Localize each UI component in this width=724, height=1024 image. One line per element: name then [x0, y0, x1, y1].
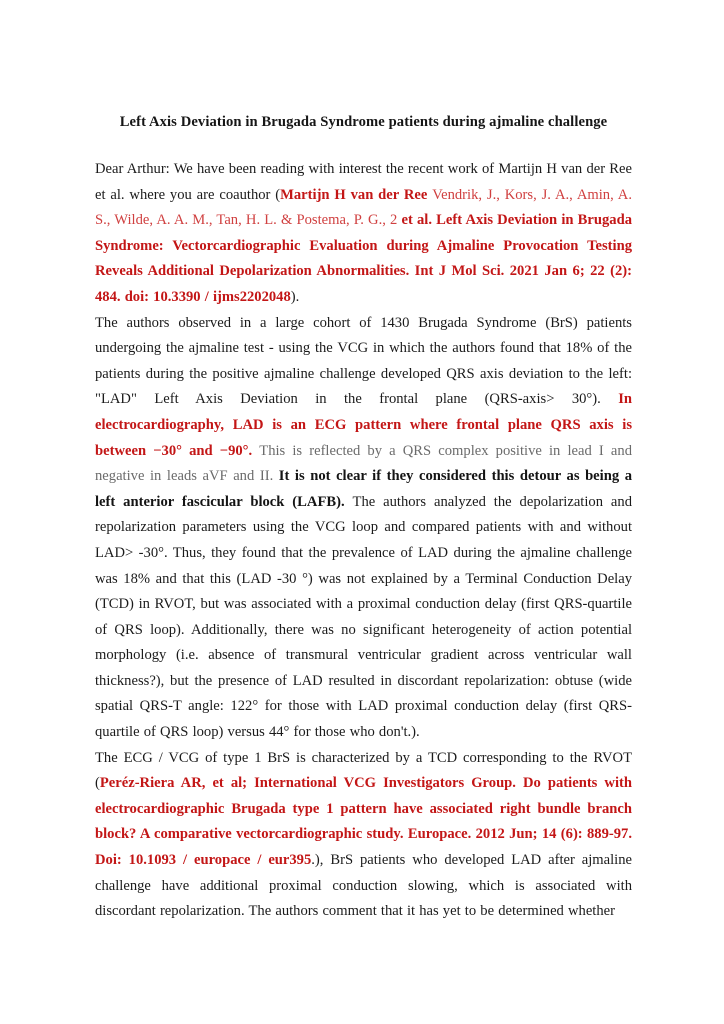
page-title: Left Axis Deviation in Brugada Syndrome patients during ajmaline challenge: [119, 114, 608, 130]
text-run-red-bold: Peréz-Riera AR, et al; International VCG Investigators Group. Do patients with electrocardiographic Brugada type 1 pattern have associated right bundle branch block? A comparative vectorcardiographic study. Europace. 2012 Jun; 14 (6): 889-97. Doi: 10.1093 / europace / eur395: [95, 775, 632, 869]
text-run-gray: This is reflected by a QRS complex positive in lead I and negative in leads aVF and II.: [95, 442, 633, 485]
text-run-normal: The ECG / VCG of type 1 BrS is characterized by a TCD corresponding to the RVOT (: [95, 749, 632, 792]
text-run-red-bold: et al. Left Axis Deviation in Brugada Syndrome: Vectorcardiographic Evaluation during Ajmaline Provocation Testing Reveals Additional Depolarization Abnormalities. Int J Mol Sci. 2021 Jan 6; 22 (2): 484. doi: 10.3390 / ijms2202048: [95, 212, 632, 305]
document-body: [95, 157, 632, 925]
text-run-normal: .), BrS patients who developed LAD after ajmaline challenge have additional proximal conduction slowing, which is associated with discordant repolarization. The authors comment that it has yet to be determined whether: [95, 852, 632, 920]
paragraph-1: [95, 157, 632, 311]
text-run-red-bold: Martijn H van der Ree: [280, 186, 433, 203]
text-run-normal: The authors analyzed the depolarization and repolarization parameters using the VCG loop and compared patients with and without LAD> -30°. Thus, they found that the prevalence of LAD during the ajmaline challenge was 18% and that this (LAD -30 °) was not explained by a Terminal Conduction Delay (TCD) in RVOT, but was associated with a proximal conduction delay (first QRS-quartile of QRS loop). Additionally, there was no significant heterogeneity of action potential morphology (i.e. absence of transmural ventricular gradient across ventricular wall thickness?), but the presence of LAD resulted in discordant repolarization: obtuse (wide spatial QRS-T angle: 122° for those with LAD proximal conduction delay (first QRS-quartile of QRS loop) versus 44° for those who don't.).: [95, 493, 633, 741]
paragraph-2: [95, 311, 632, 746]
document-content: [95, 112, 632, 925]
text-run-normal: The authors observed in a large cohort of 1430 Brugada Syndrome (BrS) patients undergoing the ajmaline test - using the VCG in which the authors found that 18% of the patients during the positive ajmaline challenge developed QRS axis deviation to the left: "LAD" Left Axis Deviation in the frontal plane (QRS-axis> 30°).: [95, 314, 632, 408]
text-run-red-bold: In electrocardiography, LAD is an ECG pattern where frontal plane QRS axis is between −30° and −90°.: [95, 391, 632, 459]
text-run-bold: It is not clear if they considered this detour as being a left anterior fascicular block (LAFB).: [95, 468, 633, 510]
paragraph-3: [95, 746, 632, 925]
text-run-normal: Dear Arthur: We have been reading with interest the recent work of Martijn H van der Ree et al. where you are coauthor (: [95, 161, 632, 203]
text-run-normal: ).: [290, 288, 300, 305]
text-run-red: Vendrik, J., Kors, J. A., Amin, A. S., Wilde, A. A. M., Tan, H. L. & Postema, P. G., 2: [95, 186, 632, 229]
